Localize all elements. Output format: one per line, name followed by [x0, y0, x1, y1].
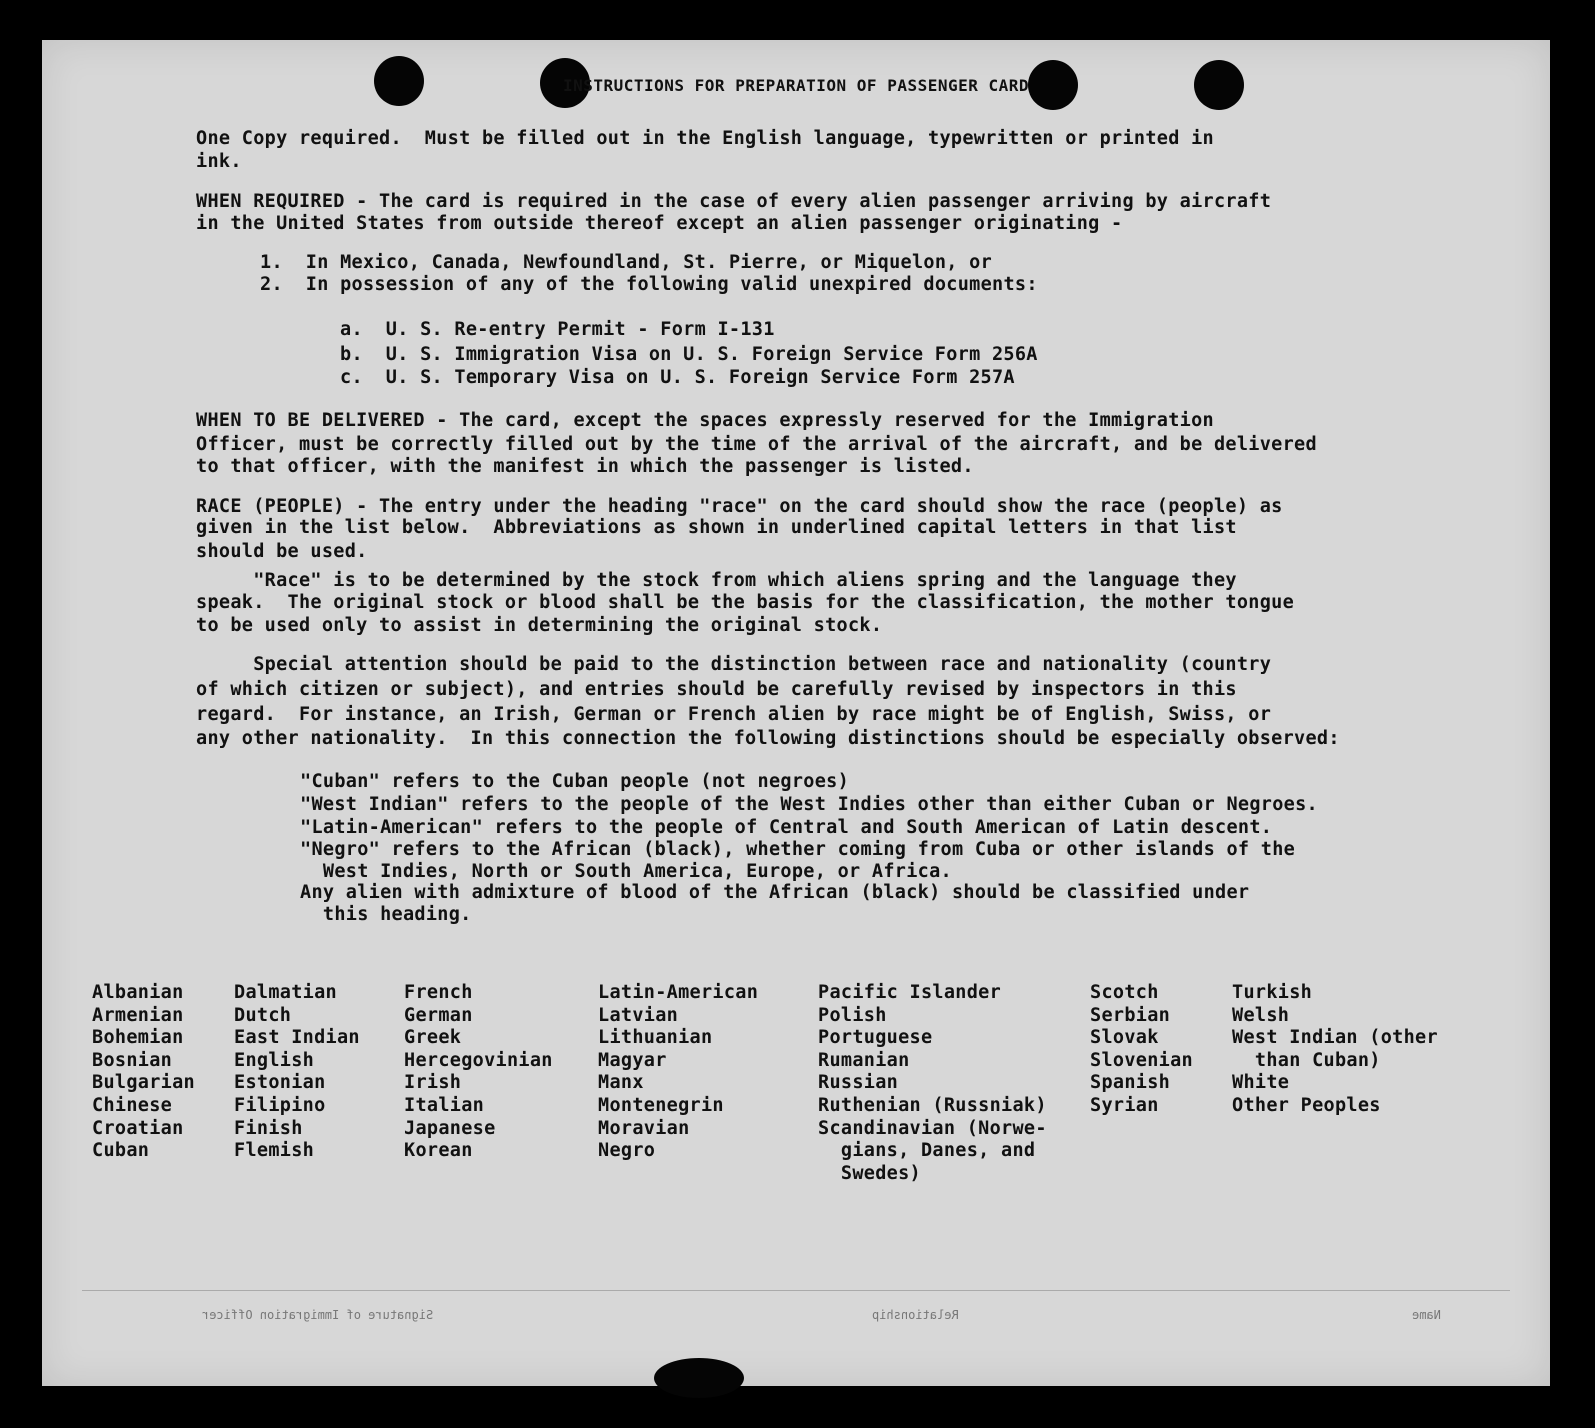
- race-list-item: Cuban: [92, 1140, 150, 1162]
- race-list-item: Croatian: [92, 1117, 184, 1139]
- race-list-column: [1090, 982, 1193, 1118]
- race-list-item: Syrian: [1090, 1094, 1159, 1116]
- distinction-line: "Negro" refers to the African (black), whether coming from Cuba or other islands of the: [300, 839, 1296, 860]
- race-list-item: Greek: [404, 1027, 462, 1049]
- race-list-item: Polish: [818, 1004, 887, 1026]
- race-list-item: Italian: [404, 1094, 485, 1116]
- race-definition-line: to be used only to assist in determining the original stock.: [196, 615, 883, 636]
- race-list-item: Korean: [404, 1140, 473, 1162]
- race-definition-line: "Race" is to be determined by the stock from which aliens spring and the language they: [196, 570, 1237, 591]
- special-attention-line: any other nationality. In this connection the following distinctions should be especially observed:: [196, 728, 1340, 749]
- race-list-item: Latin-American: [598, 982, 759, 1003]
- race-list-item: than Cuban): [1232, 1049, 1381, 1071]
- race-line: given in the list below. Abbreviations as shown in underlined capital letters in that list: [196, 517, 1237, 538]
- race-list-item: Bohemian: [92, 1027, 184, 1049]
- document-item: c. U. S. Temporary Visa on U. S. Foreign Service Form 257A: [340, 367, 1015, 388]
- document-page: [42, 40, 1550, 1386]
- race-list-column: [598, 982, 758, 1163]
- race-list-item: Turkish: [1232, 982, 1313, 1003]
- race-list-item: Dalmatian: [234, 982, 337, 1003]
- distinction-line: "Cuban" refers to the Cuban people (not negroes): [300, 771, 850, 792]
- race-list-item: Ruthenian (Russniak): [818, 1094, 1047, 1116]
- race-line: should be used.: [196, 541, 368, 562]
- race-definition-line: speak. The original stock or blood shall be the basis for the classification, the mother tongue: [196, 592, 1295, 613]
- race-line: RACE (PEOPLE) - The entry under the heading "race" on the card should show the race (people) as: [196, 496, 1283, 517]
- race-list-item: Magyar: [598, 1049, 667, 1071]
- race-list-item: Hercegovinian: [404, 1049, 553, 1071]
- when-delivered-line: WHEN TO BE DELIVERED - The card, except the spaces expressly reserved for the Immigration: [196, 410, 1214, 431]
- distinction-line: Any alien with admixture of blood of the African (black) should be classified under: [300, 882, 1250, 903]
- race-list-item: East Indian: [234, 1027, 360, 1049]
- race-list-item: Chinese: [92, 1094, 173, 1116]
- race-list-item: Montenegrin: [598, 1094, 724, 1116]
- footer-field-label: Signature of Immigration Officer: [202, 1308, 434, 1322]
- when-delivered-line: Officer, must be correctly filled out by the time of the arrival of the aircraft, and be delivered: [196, 434, 1317, 455]
- race-list-item: Flemish: [234, 1140, 315, 1162]
- race-list-item: Albanian: [92, 982, 184, 1003]
- race-list-item: Scotch: [1090, 982, 1159, 1003]
- race-list-item: Spanish: [1090, 1072, 1171, 1094]
- distinction-line: West Indies, North or South America, Europe, or Africa.: [300, 861, 952, 882]
- exception-item: 1. In Mexico, Canada, Newfoundland, St. Pierre, or Miquelon, or: [260, 252, 993, 273]
- race-list-item: Serbian: [1090, 1004, 1171, 1026]
- exception-item: 2. In possession of any of the following valid unexpired documents:: [260, 274, 1038, 295]
- race-list-item: German: [404, 1004, 473, 1026]
- race-list-item: Welsh: [1232, 1004, 1290, 1026]
- race-list-item: Scandinavian (Norwe-: [818, 1117, 1047, 1139]
- race-list-item: Latvian: [598, 1004, 679, 1026]
- when-required-line: WHEN REQUIRED - The card is required in the case of every alien passenger arriving by aircraft: [196, 191, 1272, 212]
- race-list-item: Bulgarian: [92, 1072, 195, 1094]
- footer-field-label: Name: [1412, 1308, 1441, 1322]
- intro-line: ink.: [196, 151, 242, 172]
- race-list-item: Slovenian: [1090, 1049, 1193, 1071]
- footer-field-label: Relationship: [872, 1308, 959, 1322]
- race-list-item: Filipino: [234, 1094, 326, 1116]
- punch-hole: [654, 1358, 744, 1398]
- race-list-item: Estonian: [234, 1072, 326, 1094]
- race-list-item: Manx: [598, 1072, 644, 1094]
- race-list-item: French: [404, 982, 473, 1003]
- intro-line: One Copy required. Must be filled out in the English language, typewritten or printed in: [196, 128, 1214, 149]
- race-list-item: Rumanian: [818, 1049, 910, 1071]
- race-list-item: Bosnian: [92, 1049, 173, 1071]
- race-list-column: [818, 982, 1047, 1185]
- race-list-item: Dutch: [234, 1004, 292, 1026]
- when-delivered-line: to that officer, with the manifest in which the passenger is listed.: [196, 456, 974, 477]
- race-list-item: Slovak: [1090, 1027, 1159, 1049]
- race-list-column: [234, 982, 360, 1163]
- race-list-item: Other Peoples: [1232, 1094, 1381, 1116]
- race-list-item: Irish: [404, 1072, 462, 1094]
- race-list-item: Armenian: [92, 1004, 184, 1026]
- race-list-item: Portuguese: [818, 1027, 933, 1049]
- race-list-item: Finish: [234, 1117, 303, 1139]
- race-list-item: Russian: [818, 1072, 899, 1094]
- race-list-item: White: [1232, 1072, 1290, 1094]
- when-required-line: in the United States from outside thereof except an alien passenger originating -: [196, 213, 1123, 234]
- race-list-item: Pacific Islander: [818, 982, 1002, 1003]
- document-item: b. U. S. Immigration Visa on U. S. Foreign Service Form 256A: [340, 344, 1038, 365]
- special-attention-line: regard. For instance, an Irish, German or French alien by race might be of English, Swiss, or: [196, 704, 1272, 725]
- race-list-item: Moravian: [598, 1117, 690, 1139]
- race-list-item: Lithuanian: [598, 1027, 713, 1049]
- race-list-column: [404, 982, 553, 1163]
- special-attention-line: Special attention should be paid to the distinction between race and nationality (country: [196, 654, 1272, 675]
- race-list-item: Negro: [598, 1140, 656, 1162]
- document-title: INSTRUCTIONS FOR PREPARATION OF PASSENGER CARD: [562, 76, 1030, 95]
- race-list-item: Japanese: [404, 1117, 496, 1139]
- distinction-line: "Latin-American" refers to the people of Central and South American of Latin descent.: [300, 817, 1273, 838]
- special-attention-line: of which citizen or subject), and entries should be carefully revised by inspectors in this: [196, 679, 1237, 700]
- race-list-item: gians, Danes, and: [818, 1140, 1036, 1162]
- race-list-item: Swedes): [818, 1162, 921, 1184]
- race-list-column: [92, 982, 195, 1163]
- race-list-column: [1232, 982, 1438, 1118]
- race-list-item: West Indian (other: [1232, 1027, 1438, 1049]
- divider: [82, 1290, 1510, 1291]
- distinction-line: this heading.: [300, 904, 472, 925]
- race-list-item: English: [234, 1049, 315, 1071]
- document-item: a. U. S. Re-entry Permit - Form I-131: [340, 319, 775, 340]
- distinction-line: "West Indian" refers to the people of the West Indies other than either Cuban or Negroes.: [300, 794, 1318, 815]
